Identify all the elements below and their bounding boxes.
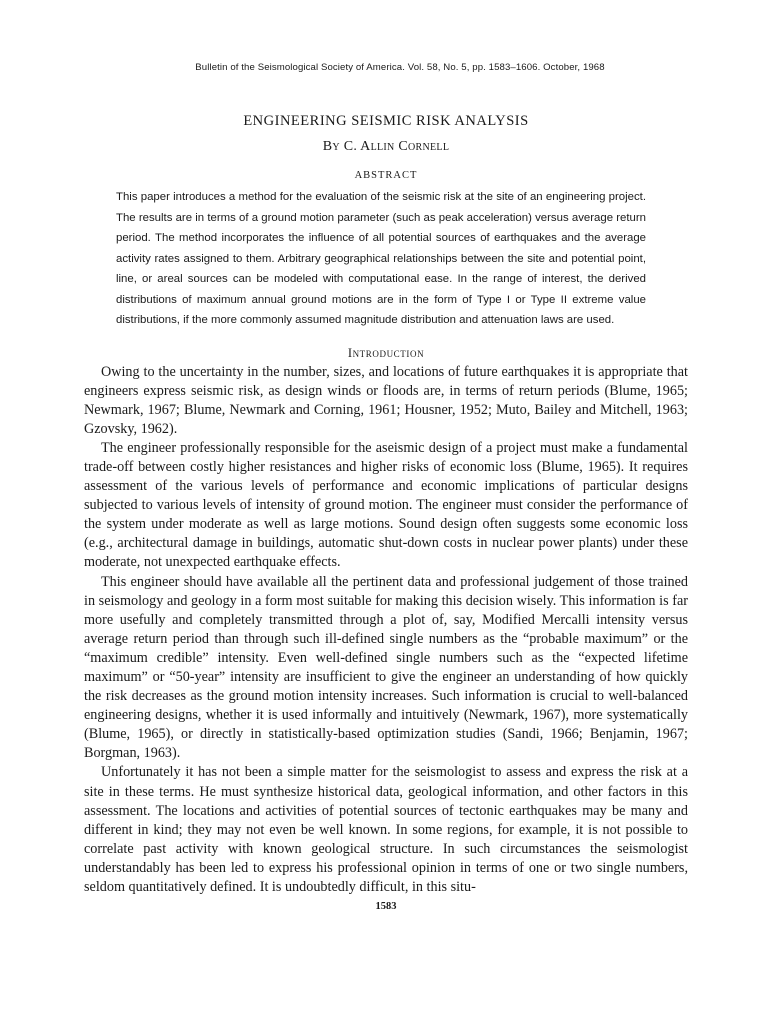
- abstract-text: This paper introduces a method for the evaluation of the seismic risk at the site of an engineering project. The results are in terms of a ground motion parameter (such as peak acceleration) versus average return period. The method incorporates the influence of all potential sources of earthquakes and the average activity rates assigned to them. Arbitrary geographical relationships between the site and potential point, line, or areal sources can be modeled with computational ease. In the range of interest, the derived distributions of maximum annual ground motions are in the form of Type I or Type II extreme value distributions, if the more commonly assumed magnitude distribution and attenuation laws are used.: [116, 191, 646, 326]
- paragraph: Unfortunately it has not been a simple matter for the seismologist to assess and express the risk at a site in these terms. He must synthesize historical data, geological information, and other factors in this assessment. The locations and activities of potential sources of tectonic earthquakes may be many and different in kind; they may not even be well known. In some regions, for example, it is not possible to correlate past activity with known geological structure. In such circumstances the seismologist understandably has been led to express his professional opinion in terms of one or two single numbers, seldom quantitatively defined. It is undoubtedly difficult, in this situ-: [84, 764, 688, 896]
- paragraph: The engineer professionally responsible for the aseismic design of a project must make a fundamental trade-off between costly higher resistances and higher risks of economic loss (Blume, 1965). It requires assessment of the various levels of performance and economic implications of particular designs subjected to various levels of intensity of ground motion. The engineer must consider the performance of the system under moderate as well as large motions. Sound design often suggests some economic loss (e.g., architectural damage in buildings, automatic shut-down costs in nuclear power plants) under these moderate, not unexpected earthquake effects.: [84, 439, 688, 571]
- article-title: ENGINEERING SEISMIC RISK ANALYSIS: [243, 113, 529, 129]
- paragraph: This engineer should have available all the pertinent data and professional judgement of those trained in seismology and geology in a form most suitable for making this decision wisely. This information is far more usefully and completely transmitted through a plot of, say, Modified Mercalli intensity versus average return period than through such ill-defined single numbers as the “probable maximum” or the “maximum credible” intensity. Even well-defined single numbers such as the “expected lifetime maximum” or “50-year” intensity are insufficient to give the engineer an understanding of how quickly the risk decreases as the ground motion intensity increases. Such information is crucial to well-balanced engineering designs, whether it is used informally and intuitively (Newmark, 1967), more systematically (Blume, 1965), or directly in statistically-based optimization studies (Sandi, 1966; Benjamin, 1967; Borgman, 1963).: [84, 573, 688, 762]
- introduction-body: [84, 363, 688, 898]
- paper-page: [84, 62, 688, 912]
- section-heading-introduction: Introduction: [347, 345, 425, 360]
- page-number: 1583: [375, 901, 397, 913]
- journal-citation-header: Bulletin of the Seismological Society of America. Vol. 58, No. 5, pp. 1583–1606. October, 1968: [195, 62, 605, 73]
- abstract-heading: ABSTRACT: [354, 170, 418, 181]
- paragraph: Owing to the uncertainty in the number, sizes, and locations of future earthquakes it is appropriate that engineers express seismic risk, as design winds or floods are, in terms of return periods (Blume, 1965; Newmark, 1967; Blume, Newmark and Corning, 1961; Housner, 1952; Muto, Bailey and Mitchell, 1963; Gzovsky, 1962).: [84, 363, 688, 437]
- article-author: By C. Allin Cornell: [322, 139, 450, 154]
